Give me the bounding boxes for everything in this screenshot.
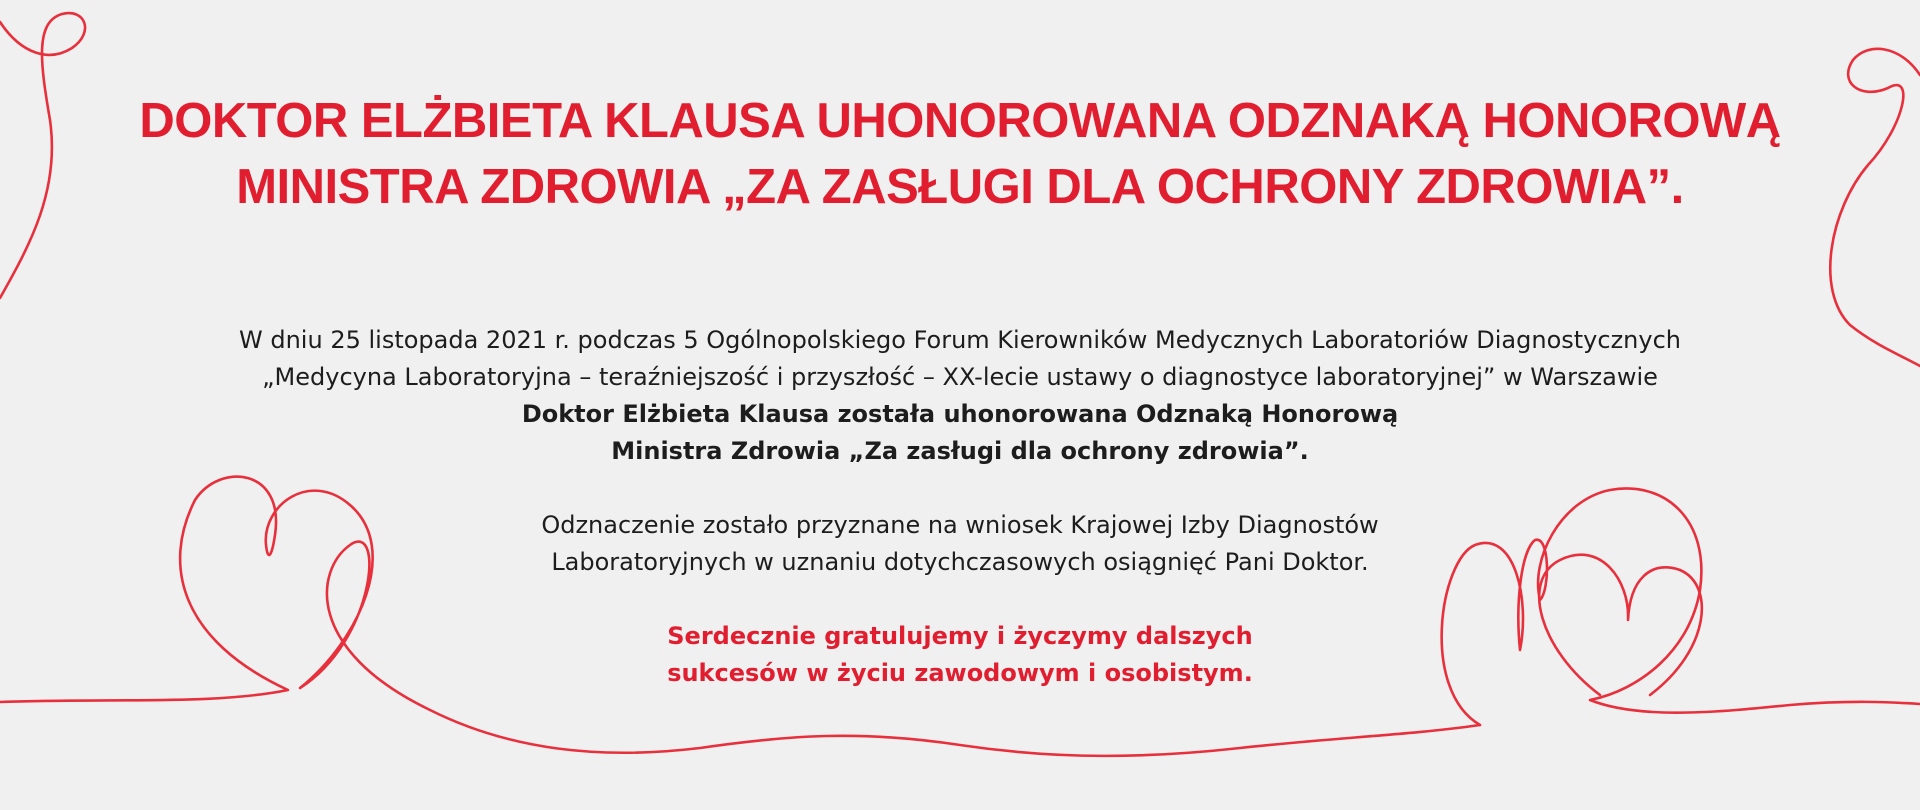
congratulations-line: Serdecznie gratulujemy i życzymy dalszych <box>667 622 1253 650</box>
congratulations-line: sukcesów w życiu zawodowym i osobistym. <box>667 659 1253 687</box>
intro-line: W dniu 25 listopada 2021 r. podczas 5 Ogólnopolskiego Forum Kierowników Medycznych Laboratoriów Diagnostycznych <box>239 326 1681 354</box>
intro-line: „Medycyna Laboratoryjna – teraźniejszość i przyszłość – XX-lecie ustawy o diagnostyce laboratoryjnej” w Warszawie <box>262 363 1658 391</box>
award-paragraph <box>0 507 1920 581</box>
honoree-line: Doktor Elżbieta Klausa została uhonorowana Odznaką Honorową <box>521 400 1399 428</box>
honoree-line: Ministra Zdrowia „Za zasługi dla ochrony zdrowia”. <box>611 437 1309 465</box>
award-line: Laboratoryjnych w uznaniu dotychczasowych osiągnięć Pani Doktor. <box>551 548 1369 576</box>
headline-line: MINISTRA ZDROWIA „ZA ZASŁUGI DLA OCHRONY ZDROWIA”. <box>236 160 1684 214</box>
headline-line: DOKTOR ELŻBIETA KLAUSA UHONOROWANA ODZNAKĄ HONOROWĄ <box>139 94 1781 148</box>
congratulations-paragraph <box>0 618 1920 692</box>
intro-paragraph <box>0 322 1920 470</box>
headline <box>0 0 1920 220</box>
award-line: Odznaczenie zostało przyznane na wniosek Krajowej Izby Diagnostów <box>541 511 1379 539</box>
